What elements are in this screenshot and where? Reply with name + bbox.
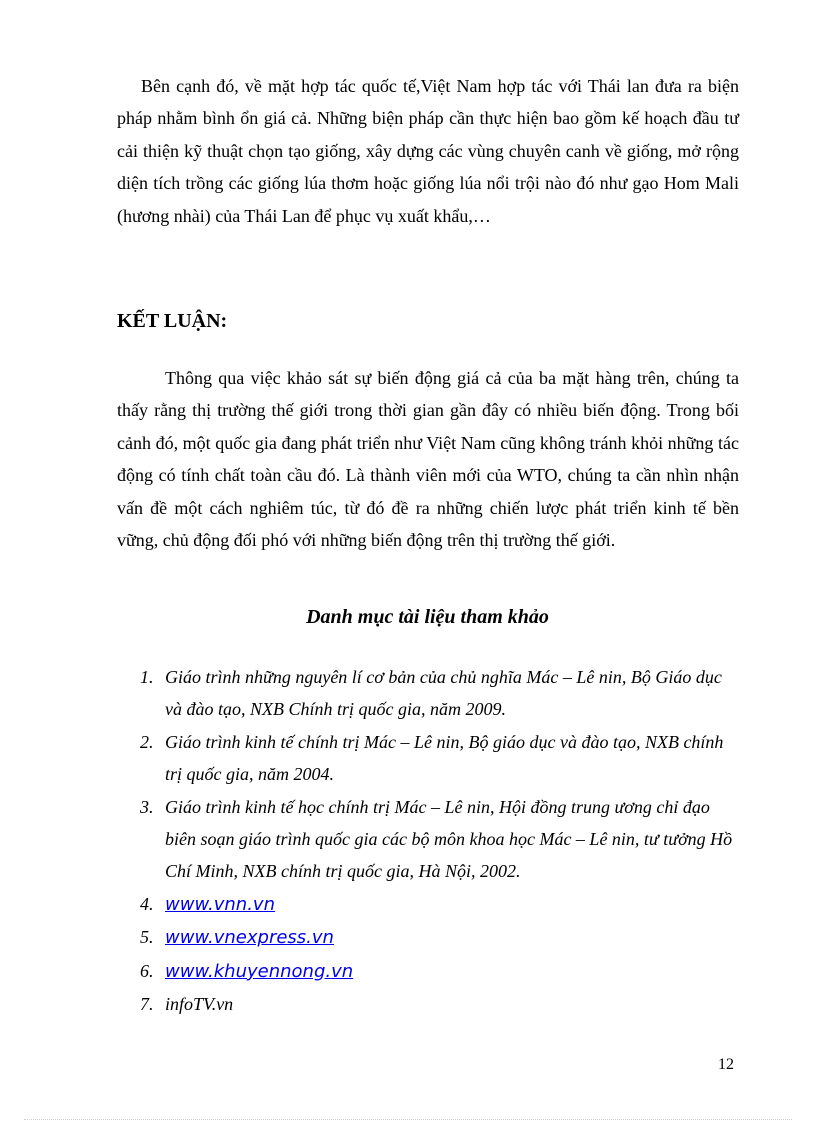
reference-link-vnn[interactable]: www.vnn.vn: [165, 893, 275, 915]
page-number: 12: [718, 1056, 734, 1073]
reference-number: 7.: [140, 994, 154, 1015]
reference-number: 3.: [140, 796, 154, 817]
reference-text: Giáo trình kinh tế học chính trị Mác – Lê nin, Hội đồng trung ương chỉ đạo biên soạn giáo trình quốc gia các bộ môn khoa học Mác – Lê nin, tư tưởng Hồ Chí Minh, NXB chính trị quốc gia, Hà Nội, 2002.: [165, 796, 733, 882]
conclusion-paragraph: Thông qua việc khảo sát sự biến động giá cả của ba mặt hàng trên, chúng ta thấy rằng thị trường thế giới trong thời gian gần đây có nhiều biến động. Trong bối cảnh đó, một quốc gia đang phát triển như Việt Nam cũng không tránh khỏi những tác động có tính chất toàn cầu đó. Là thành viên mới của WTO, chúng ta cần nhìn nhận vấn đề một cách nghiêm túc, từ đó đề ra những chiến lược phát triển kinh tế bền vững, chủ động đối phó với những biến động trên thị trường thế giới.: [117, 368, 739, 551]
reference-item-6: [140, 955, 740, 988]
reference-link-vnexpress[interactable]: www.vnexpress.vn: [165, 927, 334, 949]
conclusion-heading: KẾT LUẬN:: [117, 310, 228, 332]
reference-number: 5.: [140, 927, 154, 948]
reference-text: Giáo trình những nguyên lí cơ bản của chủ nghĩa Mác – Lê nin, Bộ Giáo dục và đào tạo, NXB Chính trị quốc gia, năm 2009.: [165, 667, 722, 720]
reference-number: 1.: [140, 667, 154, 687]
reference-text: Giáo trình kinh tế chính trị Mác – Lê nin, Bộ giáo dục và đào tạo, NXB chính trị quốc gia, năm 2004.: [165, 731, 724, 785]
page-bottom-divider: [24, 1119, 792, 1120]
reference-number: 6.: [140, 960, 154, 981]
reference-item-3: [140, 791, 740, 888]
reference-item-2: [140, 726, 740, 791]
paragraph-international-cooperation: Bên cạnh đó, về mặt hợp tác quốc tế,Việt Nam hợp tác với Thái lan đưa ra biện pháp nhằm bình ổn giá cả. Những biện pháp cần thực hiện bao gồm kế hoạch đầu tư cải thiện kỹ thuật chọn tạo giống, xây dựng các vùng chuyên canh về giống, mở rộng diện tích trồng các giống lúa thơm hoặc giống lúa nổi trội nào đó như gạo Hom Mali (hương nhài) của Thái Lan để phục vụ xuất khẩu,…: [117, 76, 739, 226]
reference-item-7: [140, 988, 740, 1020]
reference-number: 2.: [140, 731, 154, 752]
references-list: [140, 661, 740, 1020]
reference-item-4: [140, 888, 740, 921]
reference-number: 4.: [140, 893, 154, 914]
reference-text: infoTV.vn: [165, 994, 234, 1015]
reference-item-5: [140, 921, 740, 954]
references-title: Danh mục tài liệu tham khảo: [306, 606, 549, 628]
reference-link-khuyennong[interactable]: www.khuyennong.vn: [165, 960, 354, 982]
reference-item-1: [140, 661, 740, 726]
